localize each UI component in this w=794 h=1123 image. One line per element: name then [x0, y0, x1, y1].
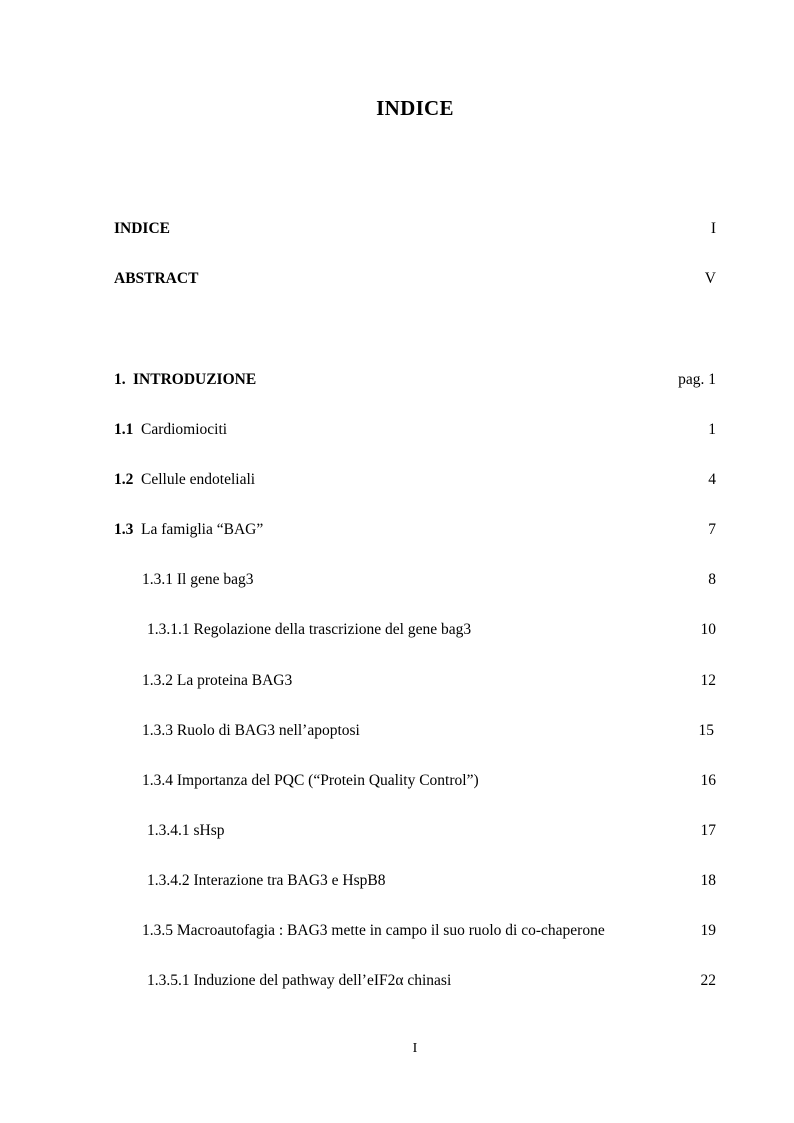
toc-entry-indice[interactable] — [0, 219, 794, 239]
toc-entry-page: 22 — [700, 972, 716, 989]
toc-entry-1-3-4-2[interactable] — [0, 871, 794, 891]
toc-entry-page: 18 — [700, 872, 716, 889]
toc-entry-label: 1.3.1.1 Regolazione della trascrizione del gene bag3 — [147, 621, 472, 638]
toc-entry-label: INTRODUZIONE — [133, 371, 257, 388]
toc-entry-1-3-4-1[interactable] — [0, 821, 794, 841]
toc-entry-page: pag. 1 — [678, 371, 716, 388]
toc-entry-page: 10 — [700, 621, 716, 638]
toc-entry-number: 1.1 — [114, 421, 134, 438]
toc-entry-label: 1.3.2 La proteina BAG3 — [142, 672, 293, 689]
toc-entry-label: 1.3.5.1 Induzione del pathway dell’eIF2α chinasi — [147, 972, 452, 989]
toc-entry-page: 7 — [708, 521, 716, 538]
toc-entry-1-3-3[interactable] — [0, 721, 794, 741]
toc-entry-label: ABSTRACT — [114, 270, 199, 287]
toc-entry-page: 16 — [700, 772, 716, 789]
toc-entry-page: V — [704, 270, 716, 287]
page-title: INDICE — [376, 96, 454, 120]
toc-entry-page: 1 — [708, 421, 716, 438]
toc-entry-1-3[interactable] — [0, 520, 794, 540]
toc-entry-label: Cellule endoteliali — [141, 471, 256, 488]
toc-entry-label: 1.3.1 Il gene bag3 — [142, 571, 254, 588]
toc-entry-introduzione[interactable] — [0, 370, 794, 390]
toc-entry-page: 15 — [698, 722, 714, 739]
toc-entry-label: 1.3.4.2 Interazione tra BAG3 e HspB8 — [147, 872, 386, 889]
toc-entry-1-3-4[interactable] — [0, 771, 794, 791]
toc-entry-1-3-2[interactable] — [0, 671, 794, 691]
toc-entry-page: 4 — [708, 471, 716, 488]
toc-entry-1-2[interactable] — [0, 470, 794, 490]
toc-entry-label: 1.3.4.1 sHsp — [147, 822, 225, 839]
toc-entry-1-1[interactable] — [0, 420, 794, 440]
toc-entry-abstract[interactable] — [0, 269, 794, 289]
toc-entry-label: Cardiomiociti — [141, 421, 228, 438]
toc-entry-label: INDICE — [114, 220, 170, 237]
toc-entry-label: La famiglia “BAG” — [141, 521, 264, 538]
toc-entry-number: 1.3 — [114, 521, 134, 538]
toc-entry-1-3-1[interactable] — [0, 570, 794, 590]
toc-entry-label: 1.3.4 Importanza del PQC (“Protein Quality Control”) — [142, 772, 479, 789]
toc-entry-page: 8 — [708, 571, 716, 588]
toc-entry-number: 1. — [114, 371, 126, 388]
toc-entry-label: 1.3.3 Ruolo di BAG3 nell’apoptosi — [142, 722, 360, 739]
toc-entry-number: 1.2 — [114, 471, 134, 488]
toc-entry-page: I — [710, 220, 716, 237]
toc-entry-page: 17 — [700, 822, 716, 839]
toc-entry-page: 12 — [700, 672, 716, 689]
toc-entry-1-3-5[interactable] — [0, 921, 794, 941]
toc-entry-1-3-5-1[interactable] — [0, 971, 794, 991]
page-number-footer: I — [412, 1041, 418, 1056]
toc-entry-1-3-1-1[interactable] — [0, 620, 794, 640]
toc-entry-label: 1.3.5 Macroautofagia : BAG3 mette in campo il suo ruolo di co-chaperone — [142, 922, 605, 939]
toc-entry-page: 19 — [700, 922, 716, 939]
